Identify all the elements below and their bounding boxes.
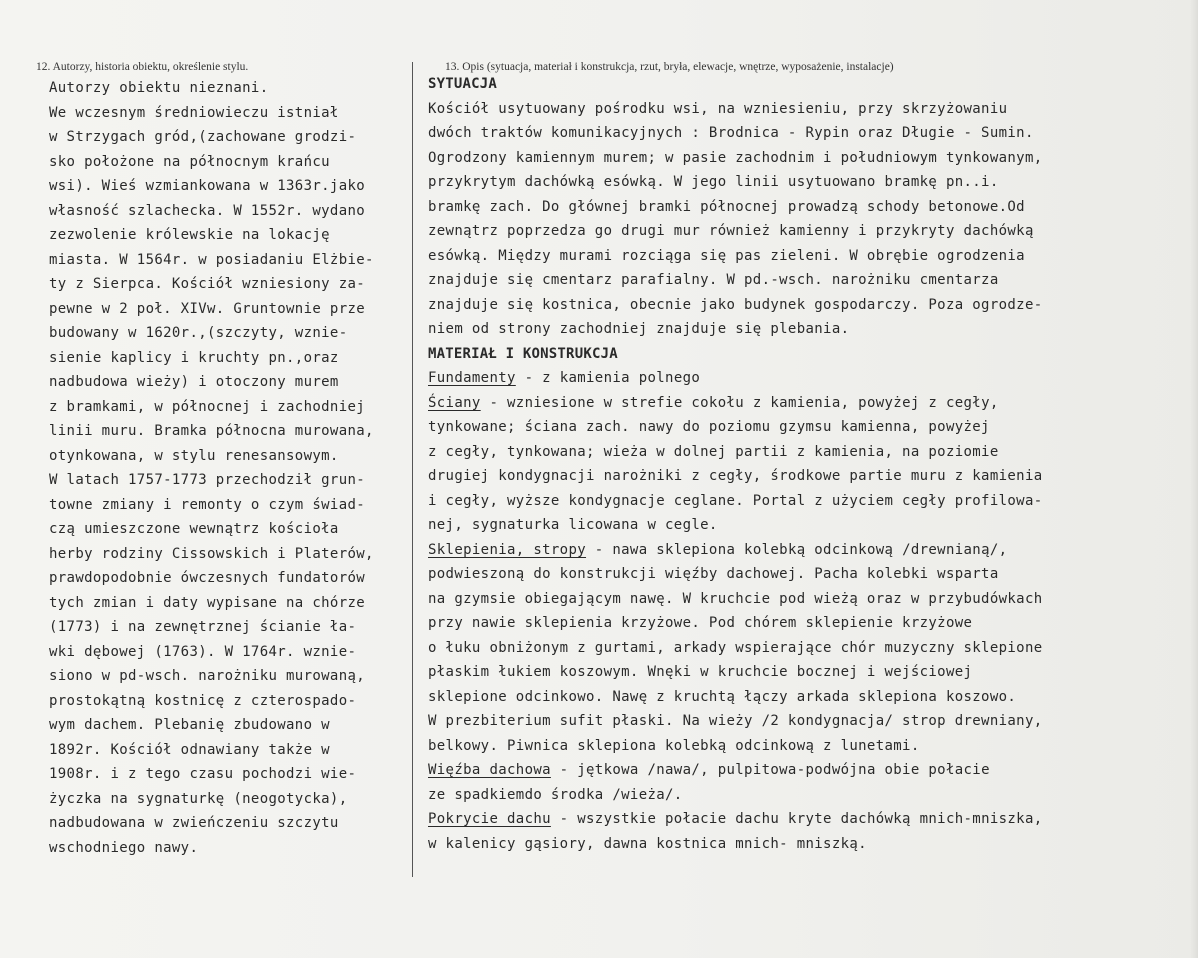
description-line: podwieszoną do konstrukcji więźby dachowej. Pacha kolebki wsparta [428,566,999,582]
field-label: Fundamenty [428,370,516,386]
history-line: życzka na sygnaturkę (neogotycka), [49,790,348,807]
history-line: (1773) i na zewnętrznej ścianie ła- [49,619,357,635]
history-line: siono w pd-wsch. narożniku murowaną, [49,668,366,684]
description-line: z cegły, tynkowana; wieża w dolnej partii z kamienia, na poziomie [428,443,999,460]
history-line: nadbudowana w zwieńczeniu szczytu [49,815,339,831]
description-line: płaskim łukiem koszowym. Wnęki w kruchcie bocznej i wejściowej [428,664,973,680]
history-line: ty z Sierpca. Kościół wzniesiony za- [49,276,366,292]
field-text: - z kamienia polnego [515,370,701,386]
field-label: Więźba dachowa [428,762,551,778]
column-divider [412,62,413,877]
history-line: wsi). Wieś wzmiankowana w 1363r.jako [49,178,366,194]
page-edge-shadow [1190,0,1198,958]
description-line: tynkowane; ściana zach. nawy do poziomu gzymsu kamienna, powyżej [428,419,990,435]
section-heading: SYTUACJA [428,76,498,92]
description-line [428,366,1043,391]
history-line: prawdopodobnie ówczesnych fundatorów [49,570,366,586]
field-text: - jętkowa /nawa/, pulpitowa-podwójna obie połacie [550,762,990,778]
history-line: otynkowana, w stylu renesansowym. [49,447,339,464]
left-column-heading: 12. Autorzy, historia obiektu, określenie stylu. [36,61,249,73]
description-line: dwóch traktów komunikacyjnych : Brodnica - Rypin oraz Długie - Sumin. [428,125,1034,141]
history-line: miasta. W 1564r. w posiadaniu Elżbie- [49,251,374,268]
description-line: esówką. Między murami rozciąga się pas zieleni. W obrębie ogrodzenia [428,247,1025,264]
description-line: W prezbiterium sufit płaski. Na wieży /2 kondygnacja/ strop drewniany, [428,713,1043,729]
history-line: 1908r. i z tego czasu pochodzi wie- [49,766,357,782]
description-line: Ogrodzony kamiennym murem; w pasie zachodnim i południowym tynkowanym, [428,149,1043,166]
description-line: przykrytym dachówką esówką. W jego linii usytuowano bramkę pn..i. [428,174,999,190]
right-column-heading: 13. Opis (sytuacja, materiał i konstrukcja, rzut, bryła, elewacje, wnętrze, wyposażenie, instalacje) [445,61,894,73]
field-text: - nawa sklepiona kolebką odcinkową /drewnianą/, [586,541,1008,558]
history-line: linii muru. Bramka północna murowana, [49,423,374,439]
description-line [428,758,1043,783]
description-line: drugiej kondygnacji narożniki z cegły, środkowe partie muru z kamienia [428,468,1043,484]
field-label: Pokrycie dachu [428,811,551,827]
history-column [49,76,374,860]
description-line: i cegły, wyższe kondygnacje ceglane. Portal z użyciem cegły profilowa- [428,492,1043,509]
description-line: znajduje się kostnica, obecnie jako budynek gospodarczy. Poza ogrodze- [428,296,1043,313]
history-line: zezwolenie królewskie na lokację [49,227,330,243]
description-line [428,538,1043,563]
section-heading: MATERIAŁ I KONSTRUKCJA [428,345,618,362]
description-line [428,807,1043,832]
description-line: bramkę zach. Do głównej bramki północnej prowadzą schody betonowe.Od [428,198,1025,215]
description-line: w kalenicy gąsiory, dawna kostnica mnich- mniszką. [428,835,867,852]
history-line: wki dębowej (1763). W 1764r. wznie- [49,643,357,660]
history-line: wym dachem. Plebanię zbudowano w [49,717,330,733]
description-line: belkowy. Piwnica sklepiona kolebką odcinkową z lunetami. [428,737,920,754]
history-line: nadbudowa wieży) i otoczony murem [49,374,339,390]
description-line: znajduje się cmentarz parafialny. W pd.-wsch. narożniku cmentarza [428,272,999,288]
field-text: - wzniesione w strefie cokołu z kamienia, powyżej z cegły, [480,394,999,411]
field-text: - wszystkie połacie dachu kryte dachówką mnich-mniszka, [550,811,1043,827]
description-line: sklepione odcinkowo. Nawę z kruchtą łączy arkada sklepiona koszowo. [428,688,1017,705]
history-line: pewne w 2 poł. XIVw. Gruntownie prze [49,300,366,317]
description-column [428,72,1043,856]
history-line: tych zmian i daty wypisane na chórze [49,594,366,611]
history-line: czą umieszczone wewnątrz kościoła [49,521,339,537]
history-line: 1892r. Kościół odnawiany także w [49,741,330,758]
history-line: towne zmiany i remonty o czym świad- [49,496,366,513]
history-line: z bramkami, w północnej i zachodniej [49,398,366,415]
history-line: W latach 1757-1773 przechodził grun- [49,472,366,488]
field-label: Sklepienia, stropy [428,541,587,558]
history-line: sienie kaplicy i kruchty pn.,oraz [49,349,339,366]
history-line: własność szlachecka. W 1552r. wydano [49,202,366,219]
description-line: zewnątrz poprzedza go drugi mur również kamienny i przykryty dachówką [428,223,1034,239]
description-line: o łuku obniżonym z gurtami, arkady wspierające chór muzyczny sklepione [428,639,1043,656]
history-line: We wczesnym średniowieczu istniał [49,104,339,121]
history-line: Autorzy obiektu nieznani. [49,80,269,96]
description-line: na gzymsie obiegającym nawę. W kruchcie pod wieżą oraz w przybudówkach [428,590,1043,607]
description-line: niem od strony zachodniej znajduje się plebania. [428,321,850,337]
history-line: prostokątną kostnicę z czterospado- [49,692,357,709]
description-line: Kościół usytuowany pośrodku wsi, na wzniesieniu, przy skrzyżowaniu [428,100,1008,117]
history-line: budowany w 1620r.,(szczyty, wznie- [49,325,348,341]
history-line: w Strzygach gród,(zachowane grodzi- [49,129,357,145]
field-label: Ściany [428,394,481,411]
description-line: przy nawie sklepienia krzyżowe. Pod chórem sklepienie krzyżowe [428,615,973,631]
description-line: ze spadkiemdo środka /wieża/. [428,786,683,803]
history-line: wschodniego nawy. [49,839,199,856]
history-line: herby rodziny Cissowskich i Platerów, [49,545,374,562]
description-line: nej, sygnaturka licowana w cegle. [428,517,718,533]
history-line: sko położone na północnym krańcu [49,153,330,170]
description-line [428,391,1043,416]
